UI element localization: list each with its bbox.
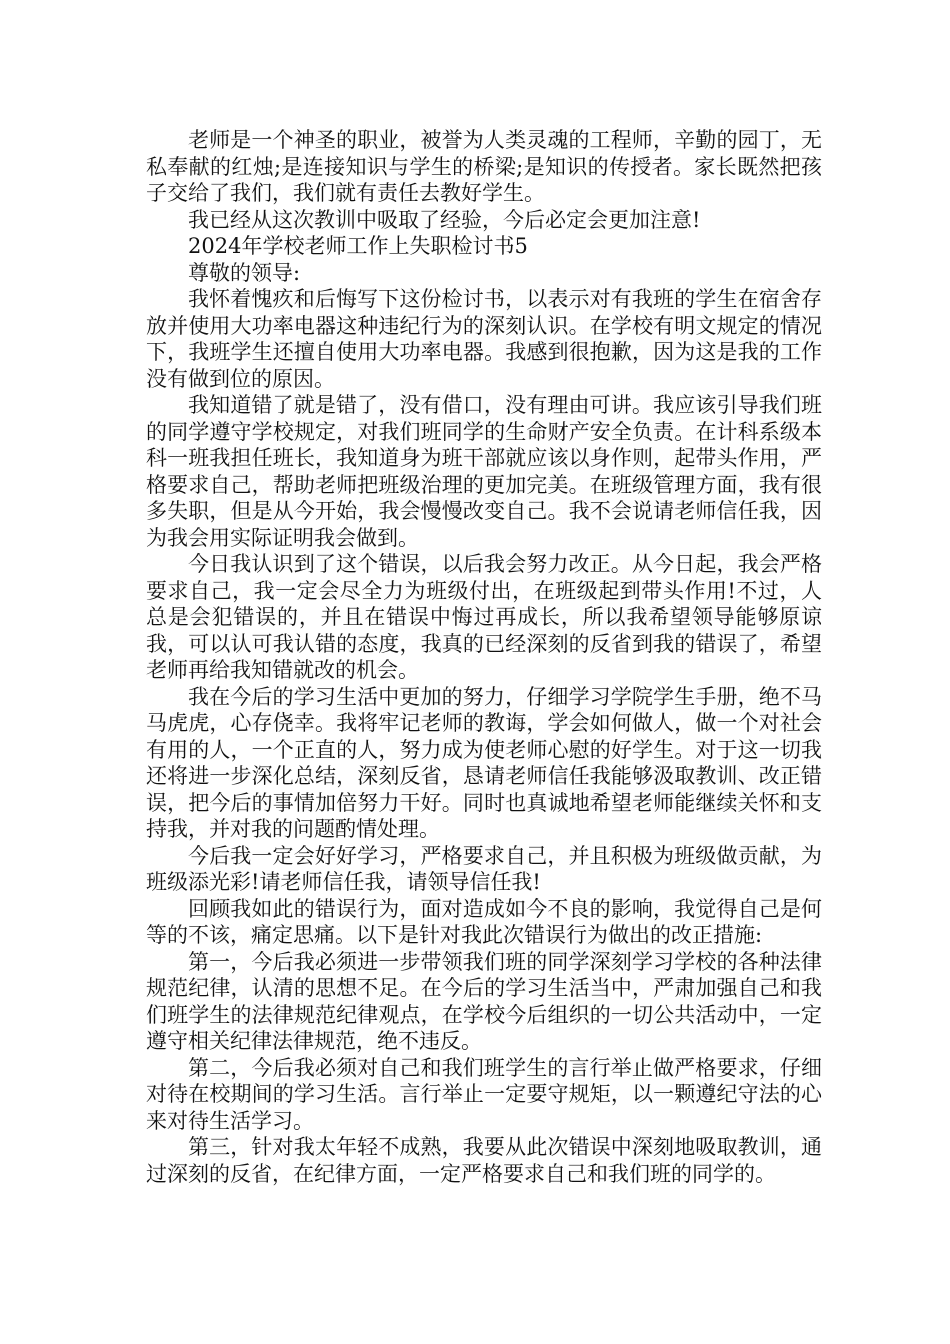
paragraph: 我怀着愧疚和后悔写下这份检讨书，以表示对有我班的学生在宿舍存放并使用大功率电器这种违纪行为的深刻认识。在学校有明文规定的情况下，我班学生还擅自使用大功率电器。我感到很抱歉，因为这是我的工作没有做到位的原因。 bbox=[146, 287, 822, 391]
paragraph: 第二，今后我必须对自己和我们班学生的言行举止做严格要求，仔细对待在校期间的学习生活。言行举止一定要守规矩，以一颗遵纪守法的心来对待生活学习。 bbox=[146, 1055, 822, 1133]
paragraph: 老师是一个神圣的职业，被誉为人类灵魂的工程师，辛勤的园丁，无私奉献的红烛;是连接知识与学生的桥梁;是知识的传授者。家长既然把孩子交给了我们，我们就有责任去教好学生。 bbox=[146, 128, 822, 205]
paragraph: 第三，针对我太年轻不成熟，我要从此次错误中深刻地吸取教训，通过深刻的反省，在纪律方面，一定严格要求自己和我们班的同学的。 bbox=[146, 1135, 822, 1186]
paragraph: 我已经从这次教训中吸取了经验，今后必定会更加注意! bbox=[188, 207, 701, 232]
paragraph: 今日我认识到了这个错误，以后我会努力改正。从今日起，我会严格要求自己，我一定会尽全力为班级付出，在班级起到带头作用!不过，人总是会犯错误的，并且在错误中悔过再成长，所以我希望领导能够原谅我，可以认可我认错的态度，我真的已经深刻的反省到我的错误了，希望老师再给我知错就改的机会。 bbox=[146, 552, 822, 682]
salutation: 尊敬的领导: bbox=[188, 260, 301, 285]
paragraph: 第一，今后我必须进一步带领我们班的同学深刻学习学校的各种法律规范纪律，认清的思想不足。在今后的学习生活当中，严肃加强自己和我们班学生的法律规范纪律观点，在学校今后组织的一切公共活动中，一定遵守相关纪律法律规范，绝不违反。 bbox=[146, 949, 822, 1053]
paragraph: 我在今后的学习生活中更加的努力，仔细学习学院学生手册，绝不马马虎虎，心存侥幸。我将牢记老师的教诲，学会如何做人，做一个对社会有用的人，一个正直的人，努力成为使老师心慰的好学生。对于这一切我还将进一步深化总结，深刻反省，恳请老师信任我能够汲取教训、改正错误，把今后的事情加倍努力干好。同时也真诚地希望老师能继续关怀和支持我，并对我的问题酌情处理。 bbox=[146, 684, 822, 841]
document-body bbox=[146, 127, 822, 1187]
paragraph: 今后我一定会好好学习，严格要求自己，并且积极为班级做贡献，为班级添光彩!请老师信任我，请领导信任我! bbox=[146, 843, 822, 894]
paragraph: 回顾我如此的错误行为，面对造成如今不良的影响，我觉得自己是何等的不该，痛定思痛。以下是针对我此次错误行为做出的改正措施: bbox=[146, 896, 822, 947]
paragraph: 我知道错了就是错了，没有借口，没有理由可讲。我应该引导我们班的同学遵守学校规定，对我们班同学的生命财产安全负责。在计科系级本科一班我担任班长，我知道身为班干部就应该以身作则，起带头作用，严格要求自己，帮助老师把班级治理的更加完美。在班级管理方面，我有很多失职，但是从今开始，我会慢慢改变自己。我不会说请老师信任我，因为我会用实际证明我会做到。 bbox=[146, 393, 822, 550]
section-title: 2024年学校老师工作上失职检讨书5 bbox=[188, 234, 528, 258]
